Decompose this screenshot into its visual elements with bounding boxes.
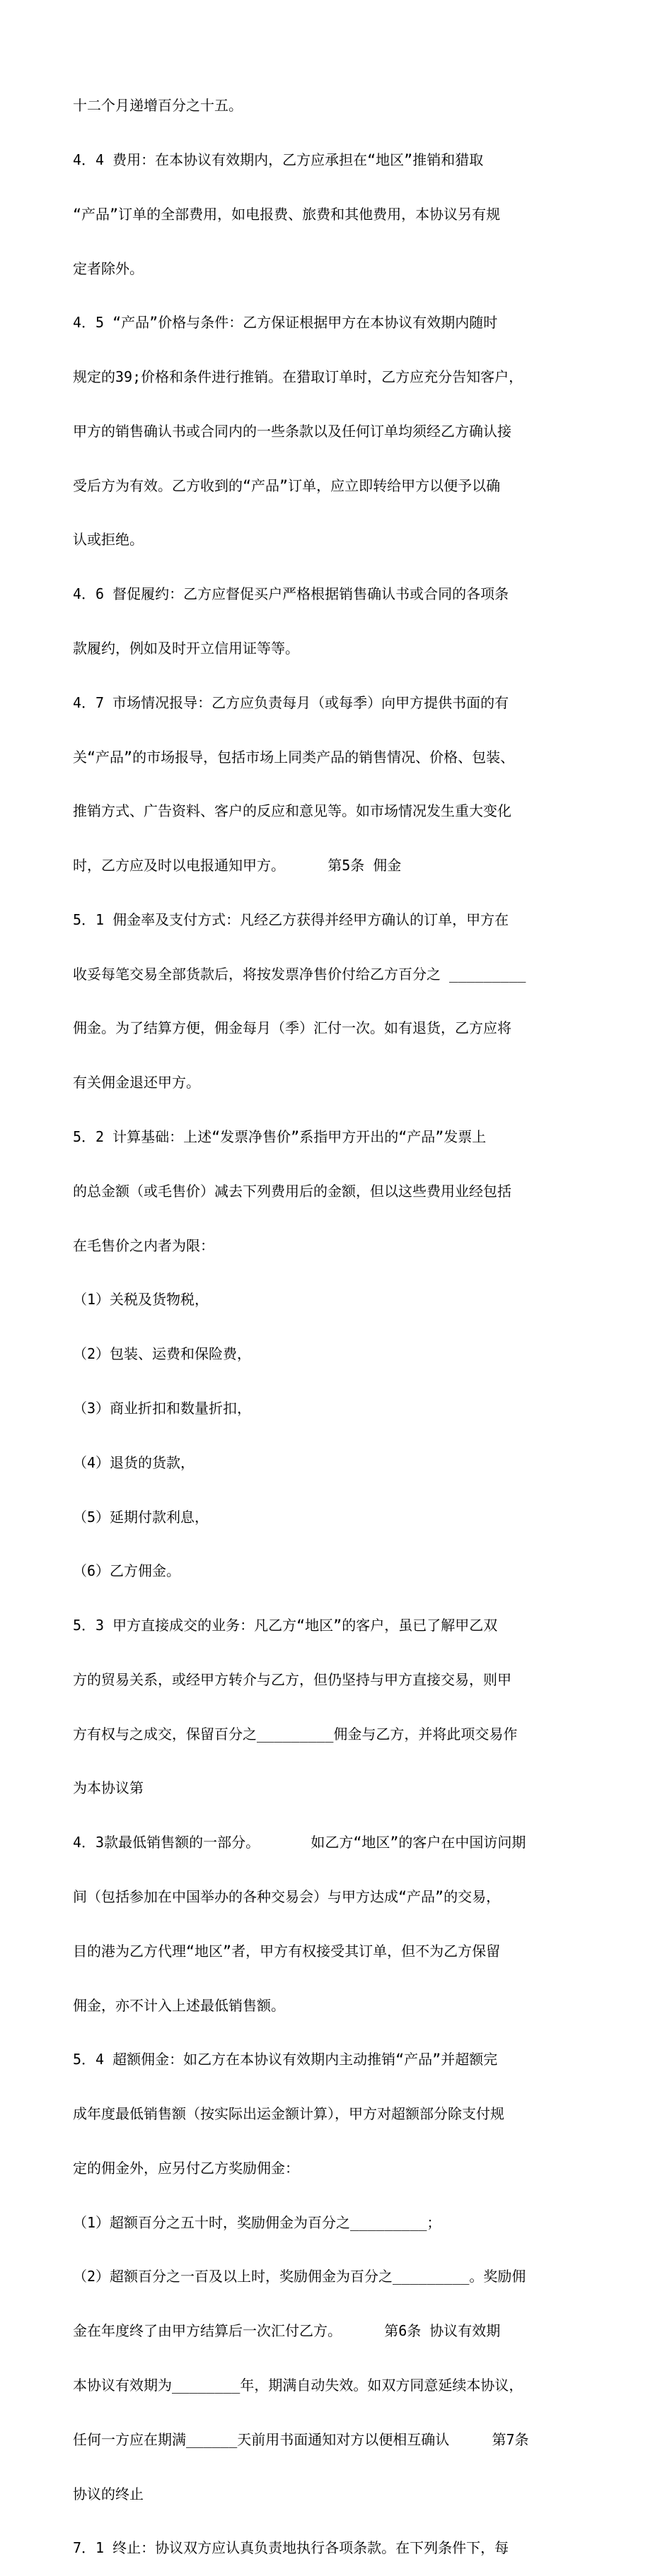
text-line: 佣金，亦不计入上述最低销售额。: [73, 1996, 285, 2014]
text-line: 为本协议第: [73, 1779, 144, 1797]
text-line: 时，乙方应及时以电报通知甲方。 第5条 佣金: [73, 857, 402, 874]
text-line: （1）超额百分之五十时，奖励佣金为百分之_________；: [73, 2213, 441, 2231]
text-line: 任何一方应在期满______天前用书面通知对方以便相互确认 第7条: [73, 2430, 529, 2448]
text-line: 定的佣金外，应另付乙方奖励佣金：: [73, 2159, 299, 2177]
text-line: 4．5 “产品”价格与条件：乙方保证根据甲方在本协议有效期内随时: [73, 314, 498, 332]
text-line: 协议的终止: [73, 2485, 144, 2502]
text-line: 规定的39;价格和条件进行推销。在猎取订单时，乙方应充分告知客户，: [73, 368, 523, 386]
text-line: （5）延期付款利息，: [73, 1508, 209, 1526]
text-line: 5．2 计算基础：上述“发票净售价”系指甲方开出的“产品”发票上: [73, 1128, 487, 1146]
text-line: 方的贸易关系，或经甲方转介与乙方，但仍坚持与甲方直接交易，则甲: [73, 1670, 511, 1688]
text-line: 4．3款最低销售额的一部分。 如乙方“地区”的客户在中国访问期: [73, 1834, 526, 1851]
document-body: [73, 61, 610, 2576]
text-line: 5．1 佣金率及支付方式：凡经乙方获得并经甲方确认的订单，甲方在: [73, 911, 509, 928]
text-line: 方有权与之成交，保留百分之_________佣金与乙方，并将此项交易作: [73, 1725, 518, 1743]
text-line: 定者除外。: [73, 259, 144, 277]
text-line: 十二个月递增百分之十五。: [73, 97, 243, 115]
text-line: （4）退货的货款，: [73, 1453, 195, 1471]
text-line: 4．7 市场情况报导：乙方应负责每月（或每季）向甲方提供书面的有: [73, 693, 509, 711]
text-line: 目的港为乙方代理“地区”者，甲方有权接受其订单，但不为乙方保留: [73, 1942, 501, 1960]
text-line: （1）关税及货物税，: [73, 1291, 209, 1309]
text-line: 有关佣金退还甲方。: [73, 1074, 200, 1091]
text-line: 在毛售价之内者为限：: [73, 1236, 214, 1254]
text-line: 5．3 甲方直接成交的业务：凡乙方“地区”的客户，虽已了解甲乙双: [73, 1617, 498, 1634]
text-line: 的总金额（或毛售价）减去下列费用后的金额，但以这些费用业经包括: [73, 1182, 511, 1200]
text-line: 本协议有效期为________年，期满自动失效。如双方同意延续本协议，: [73, 2377, 523, 2394]
text-line: 成年度最低销售额（按实际出运金额计算），甲方对超额部分除支付规: [73, 2105, 504, 2123]
text-line: 4．4 费用：在本协议有效期内，乙方应承担在“地区”推销和猎取: [73, 151, 484, 168]
text-line: 收妥每笔交易全部货款后，将按发票净售价付给乙方百分之 _________: [73, 965, 526, 983]
text-line: （3）商业折扣和数量折扣，: [73, 1399, 252, 1417]
text-line: 关“产品”的市场报导，包括市场上同类产品的销售情况、价格、包装、: [73, 748, 515, 766]
text-line: 款履约，例如及时开立信用证等等。: [73, 640, 299, 657]
text-line: 认或拒绝。: [73, 531, 144, 549]
text-line: 佣金。为了结算方便，佣金每月（季）汇付一次。如有退货，乙方应将: [73, 1019, 511, 1037]
text-line: （2）超额百分之一百及以上时，奖励佣金为百分之_________。奖励佣: [73, 2268, 526, 2285]
text-line: 受后方为有效。乙方收到的“产品”订单，应立即转给甲方以便予以确: [73, 476, 501, 494]
text-line: 间（包括参加在中国举办的各种交易会）与甲方达成“产品”的交易，: [73, 1887, 501, 1905]
text-line: “产品”订单的全部费用，如电报费、旅费和其他费用，本协议另有规: [73, 205, 501, 223]
text-line: （6）乙方佣金。: [73, 1562, 181, 1580]
text-line: 4．6 督促履约：乙方应督促买户严格根据销售确认书或合同的各项条: [73, 585, 509, 603]
text-line: 甲方的销售确认书或合同内的一些条款以及任何订单均须经乙方确认接: [73, 422, 511, 440]
text-line: （2）包装、运费和保险费，: [73, 1345, 252, 1363]
text-line: 5．4 超额佣金：如乙方在本协议有效期内主动推销“产品”并超额完: [73, 2051, 498, 2068]
text-line: 7．1 终止：协议双方应认真负责地执行各项条款。在下列条件下，每: [73, 2539, 509, 2557]
text-line: 金在年度终了由甲方结算后一次汇付乙方。 第6条 协议有效期: [73, 2322, 501, 2340]
text-line: 推销方式、广告资料、客户的反应和意见等。如市场情况发生重大变化: [73, 802, 511, 820]
